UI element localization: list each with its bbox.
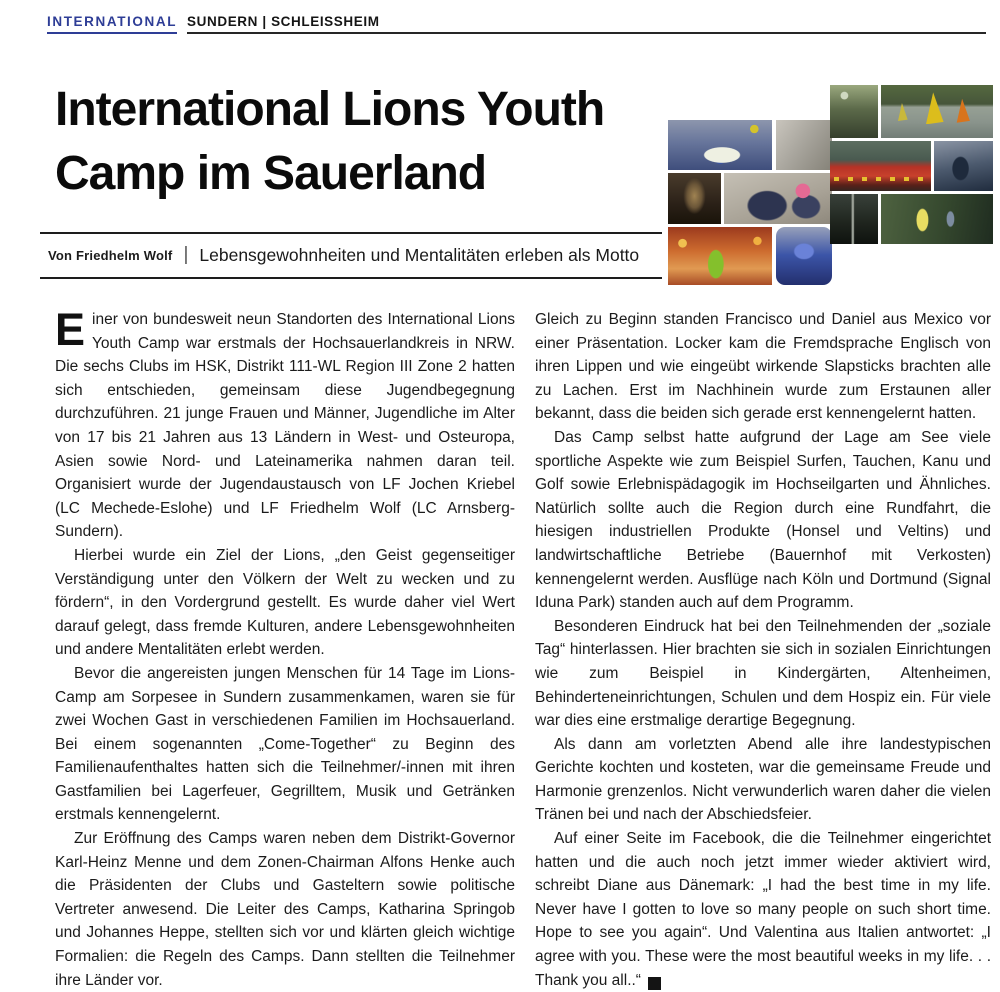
photo-red-dragon-boat xyxy=(830,141,931,191)
byline-subtitle: Lebensgewohnheiten und Mentalitäten erleben als Motto xyxy=(199,244,640,265)
page-title xyxy=(55,78,725,206)
photo-wetsuit-group xyxy=(934,141,993,191)
headline-line-2: Camp im Sauerland xyxy=(55,147,487,200)
byline-separator: | xyxy=(183,244,189,265)
drop-cap: E xyxy=(55,304,86,355)
photo-group-with-lions-banner xyxy=(668,120,772,170)
lead-paragraph xyxy=(55,304,515,544)
byline xyxy=(40,232,662,279)
photo-high-ropes-course xyxy=(830,194,878,244)
paragraph: Besonderen Eindruck hat bei den Teilnehmenden der „soziale Tag“ hinterlassen. Hier brachten sie sich in sozialen Einrichtungen wie zum Beispiel in Kindergärten, Altenheimen, Behinderteneinrichtungen, Schulen und dem Hospiz ein. Für viele war dies eine erstmalige derartige Begegnung. xyxy=(535,617,991,730)
section-label: INTERNATIONAL xyxy=(47,14,177,34)
photo-church-interior xyxy=(668,173,721,224)
photo-evening-party xyxy=(668,227,772,285)
paragraph: Zur Eröffnung des Camps waren neben dem Distrikt-Governor Karl-Heinz Menne und dem Zonen-Chairman Alfons Henke auch die Präsidenten der Clubs und Gasteltern sowie politische Vertreter anwesend. Die Leiter des Camps, Katharina Springob und Johannes Heppe, stellten sich vor und klärten gleich wichtige Formalien: die Regeln des Camps. Dann stellten die Teilnehmer ihre Länder vor. xyxy=(55,830,515,989)
paddles-icon xyxy=(834,177,927,181)
headline-line-1: International Lions Youth xyxy=(55,83,605,136)
article-end-mark-icon: L xyxy=(648,977,661,990)
photo-two-girls-hugging xyxy=(724,173,832,224)
paragraph: Gleich zu Beginn standen Francisco und Daniel aus Mexico vor einer Präsentation. Locker kam die Fremdsprache Englisch von ihren Lippen und wie eingeübt wirkende Slapsticks brachten alle zu Lachen. Erst im Nachhinein wurde zum Erstaunen aller bekannt, dass die beiden sich gerade erst kennengelernt hatten. xyxy=(535,311,991,423)
paragraph: Als dann am vorletzten Abend alle ihre landestypischen Gerichte kochten und kosteten, war die gemeinsame Freude und Harmonie grenzenlos. Nicht verwunderlich waren daher die vielen Tränen bei und nach der Abschiedsfeier. xyxy=(535,735,991,824)
photo-forest-walk-group xyxy=(830,85,878,138)
photo-blue-raft-ride xyxy=(776,227,832,285)
article-right-column xyxy=(535,308,991,992)
byline-author: Von Friedhelm Wolf xyxy=(48,247,173,263)
paragraph: Bevor die angereisten jungen Menschen für 14 Tage im Lions-Camp am Sorpesee in Sundern zusammenkamen, waren sie für zwei Wochen Gast in verschiedenen Familien im Hochsauerland. Bei einem sogenannten „Come-Together“ zu Beginn des Familienaufenthaltes hatten sich die Teilnehmer/-innen mit ihren Gastfamilien bei Lagerfeuer, Gegrilltem, Musik und Getränken erstmals kennengelernt. xyxy=(55,664,515,824)
kicker-header xyxy=(47,14,986,34)
article-left-column xyxy=(55,304,515,992)
closing-paragraph xyxy=(535,827,991,992)
photo-climbing-wall xyxy=(776,120,832,170)
closing-paragraph-text: Auf einer Seite im Facebook, die die Teilnehmer eingerichtet hatten und die auch noch jetzt immer wieder aktiviert wird, schreibt Diane aus Dänemark: „I had the best time in my life. Never have I gotten to love so many people on such short time. Hope to see you again“. Und Valentina aus Italien antwortet: „I agree with you. These were the most beautiful weeks in my life. . . Thank you all..“ xyxy=(535,830,991,989)
location-label: SUNDERN | SCHLEISSHEIM xyxy=(187,14,986,34)
paragraph: Das Camp selbst hatte aufgrund der Lage am See viele sportliche Aspekte wie zum Beispiel Surfen, Tauchen, Kanu und Golf sowie Erlebnispädagogik im Hochseilgarten und Ähnliches. Natürlich sollte auch die Region durch eine Rundfahrt, die hiesigen industriellen Produkte (Honsel und Veltins) und landwirtschaftliche Betriebe (Bauernhof mit Verkosten) kennengelernt werden. Ausflüge nach Köln und Dortmund (Signal Iduna Park) standen auch auf dem Programm. xyxy=(535,428,991,612)
photo-windsurfing-on-lake xyxy=(881,85,993,138)
windsurf-sail-icon xyxy=(897,103,908,121)
windsurf-sail-icon xyxy=(955,99,970,123)
lead-paragraph-text: iner von bundesweit neun Standorten des International Lions Youth Camp war erstmals der Hochsauerlandkreis in NRW. Die sechs Clubs im HSK, Distrikt 111-WL Region III Zone 2 hatten sich entschieden, gemeinsam diese Jugendbegegnung durchzuführen. 21 junge Frauen und Männer, Jugendliche im Alter von 17 bis 21 Jahren aus 13 Ländern in West- und Osteuropa, Asien sowie Nord- und Lateinamerika nahmen daran teil. Organisiert wurde der Jugendaustausch von LF Jochen Kriebel (LC Mechede-Eslohe) und LF Friedhelm Wolf (LC Arnsberg-Sundern). xyxy=(55,311,515,541)
photo-archery-practice xyxy=(881,194,993,244)
paragraph: Hierbei wurde ein Ziel der Lions, „den Geist gegenseitiger Verständigung unter den Völkern der Welt zu wecken und zu fördern“, in den Vordergrund gestellt. Es wurde daher viel Wert darauf gelegt, dass fremde Kulturen, andere Lebensgewohnheiten und andere Mentalitäten erlebt werden. xyxy=(55,546,515,659)
windsurf-sail-icon xyxy=(924,92,944,124)
